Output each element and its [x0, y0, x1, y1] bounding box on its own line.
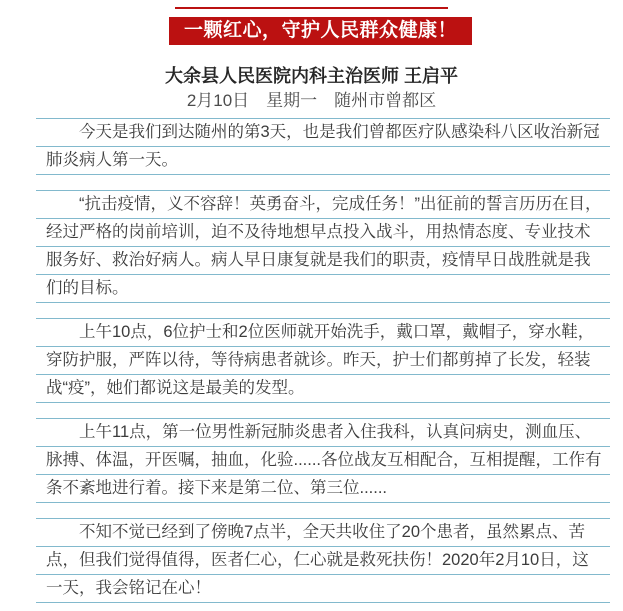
paragraph-line: 今天是我们到达随州的第3天，也是我们曾都医疗队感染科八区收治新冠 [36, 118, 610, 146]
banner [169, 17, 472, 45]
paragraph-line: 经过严格的岗前培训，迫不及待地想早点投入战斗，用热情态度、专业技术 [36, 218, 610, 246]
paragraph-line: 不知不觉已经到了傍晚7点半，全天共收住了20个患者，虽然累点、苦 [36, 518, 610, 546]
paragraph [36, 318, 610, 403]
paragraph-line: 上午10点，6位护士和2位医师就开始洗手，戴口罩，戴帽子，穿水鞋， [36, 318, 610, 346]
paragraph-line: “抗击疫情，义不容辞！英勇奋斗，完成任务！”出征前的誓言历历在目， [36, 190, 610, 218]
banner-top-rule [175, 7, 448, 9]
paragraph-line: 穿防护服，严阵以待，等待病患者就诊。昨天，护士们都剪掉了长发，轻装 [36, 346, 610, 374]
paragraph [36, 518, 610, 603]
paragraph-line: 们的目标。 [36, 274, 610, 302]
paragraph-line: 上午11点，第一位男性新冠肺炎患者入住我科，认真问病史，测血压、 [36, 418, 610, 446]
page-title: 大余县人民医院内科主治医师 王启平 [165, 66, 458, 86]
dateline: 2月10日 星期一 随州市曾都区 [186, 91, 437, 110]
paragraph-line: 肺炎病人第一天。 [36, 146, 610, 174]
paragraph-line: 脉搏、体温，开医嘱，抽血，化验......各位战友互相配合，互相提醒，工作有 [36, 446, 610, 474]
banner-text: 一颗红心，守护人民群众健康！ [183, 20, 457, 41]
paragraph [36, 118, 610, 175]
paragraph-line: 一天，我会铭记在心！ [36, 574, 610, 602]
paragraph-line: 战“疫”，她们都说这是最美的发型。 [36, 374, 610, 402]
article-body [36, 118, 610, 603]
paragraph-line: 条不紊地进行着。接下来是第二位、第三位...... [36, 474, 610, 502]
paragraph [36, 418, 610, 503]
paragraph-line: 点，但我们觉得值得，医者仁心，仁心就是救死扶伤！2020年2月10日，这 [36, 546, 610, 574]
paragraph-line: 服务好、救治好病人。病人早日康复就是我们的职责，疫情早日战胜就是我 [36, 246, 610, 274]
paragraph [36, 190, 610, 303]
